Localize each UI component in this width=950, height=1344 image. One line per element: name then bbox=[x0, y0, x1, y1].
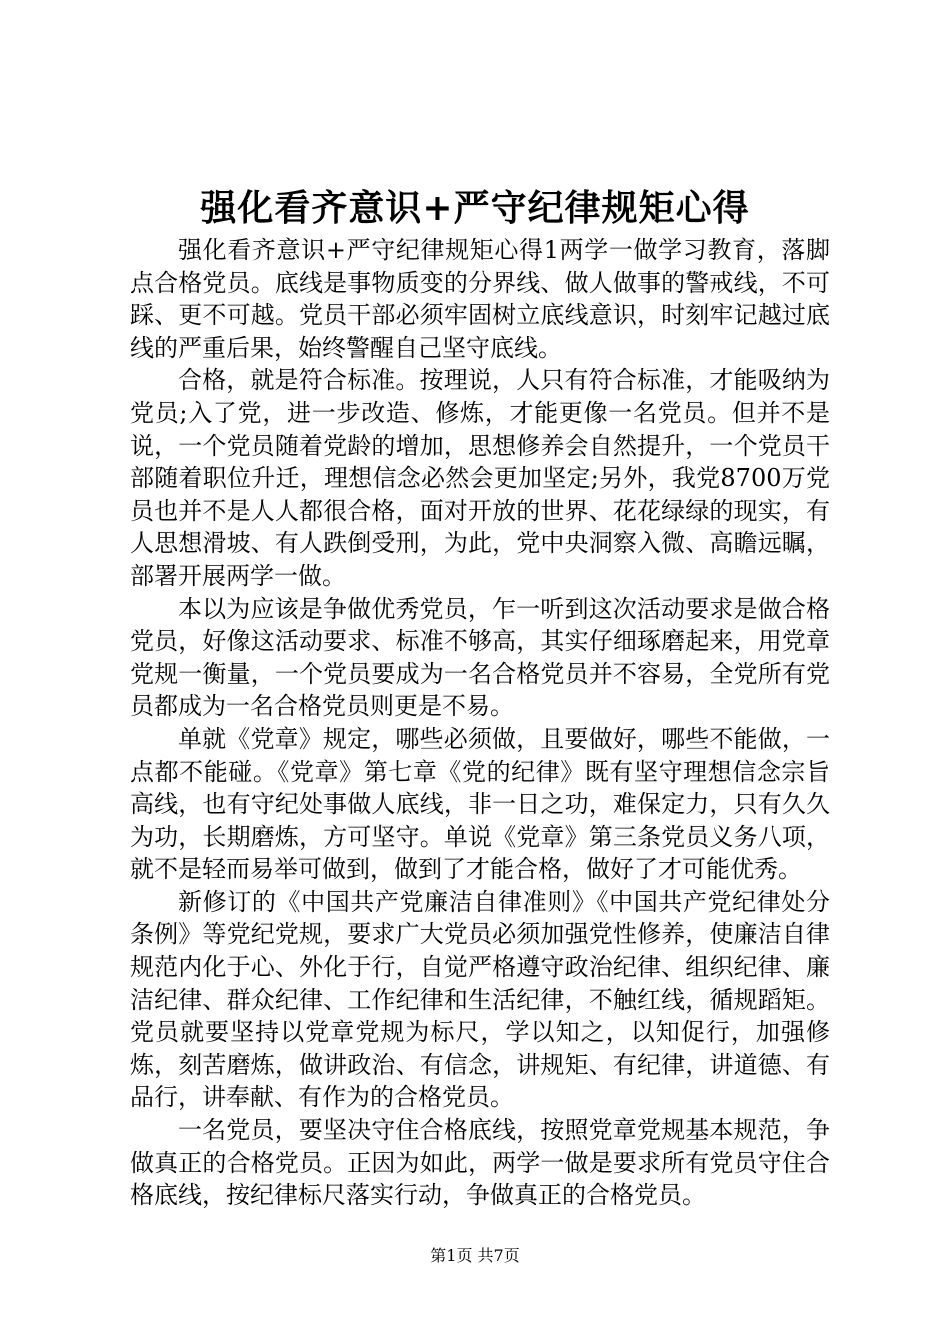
paragraph-3: 本以为应该是争做优秀党员，乍一听到这次活动要求是做合格党员，好像这活动要求、标准不够高，其实仔细琢磨起来，用党章党规一衡量，一个党员要成为一名合格党员并不容易，全党所有党员都成为一名合格党员则更是不易。 bbox=[130, 594, 830, 721]
document-title: 强化看齐意识+严守纪律规矩心得 bbox=[200, 187, 750, 229]
paragraph-4: 单就《党章》规定，哪些必须做，且要做好，哪些不能做，一点都不能碰。《党章》第七章《党的纪律》既有坚守理想信念宗旨高线，也有守纪处事做人底线，非一日之功，难保定力，只有久久为功，长期磨炼，方可坚守。单说《党章》第三条党员义务八项，就不是轻而易举可做到，做到了才能合格，做好了才可能优秀。 bbox=[130, 724, 830, 884]
paragraph-6: 一名党员，要坚决守住合格底线，按照党章党规基本规范，争做真正的合格党员。正因为如此，两学一做是要求所有党员守住合格底线，按纪律标尺落实行动，争做真正的合格党员。 bbox=[130, 1116, 830, 1210]
paragraph-2: 合格，就是符合标准。按理说，人只有符合标准，才能吸纳为党员;入了党，进一步改造、修炼，才能更像一名党员。但并不是说，一个党员随着党龄的增加，思想修养会自然提升，一个党员干部随着职位升迁，理想信念必然会更加坚定;另外，我党8700万党员也并不是人人都很合格，面对开放的世界、花花绿绿的现实，有人思想滑坡、有人跌倒受刑，为此，党中央洞察入微、高瞻远瞩，部署开展两学一做。 bbox=[130, 366, 830, 590]
paragraph-5: 新修订的《中国共产党廉洁自律准则》《中国共产党纪律处分条例》等党纪党规，要求广大党员必须加强党性修养，使廉洁自律规范内化于心、外化于行，自觉严格遵守政治纪律、组织纪律、廉洁纪律、群众纪律、工作纪律和生活纪律，不触红线，循规蹈矩。党员就要坚持以党章党规为标尺，学以知之，以知促行，加强修炼，刻苦磨炼，做讲政治、有信念，讲规矩、有纪律，讲道德、有品行，讲奉献、有作为的合格党员。 bbox=[130, 887, 830, 1112]
page-number-footer: 第1页 共7页 bbox=[430, 1246, 520, 1265]
document-body bbox=[130, 234, 830, 1212]
paragraph-1: 强化看齐意识+严守纪律规矩心得1两学一做学习教育，落脚点合格党员。底线是事物质变的分界线、做人做事的警戒线，不可踩、更不可越。党员干部必须牢固树立底线意识，时刻牢记越过底线的严重后果，始终警醒自己坚守底线。 bbox=[130, 236, 830, 362]
